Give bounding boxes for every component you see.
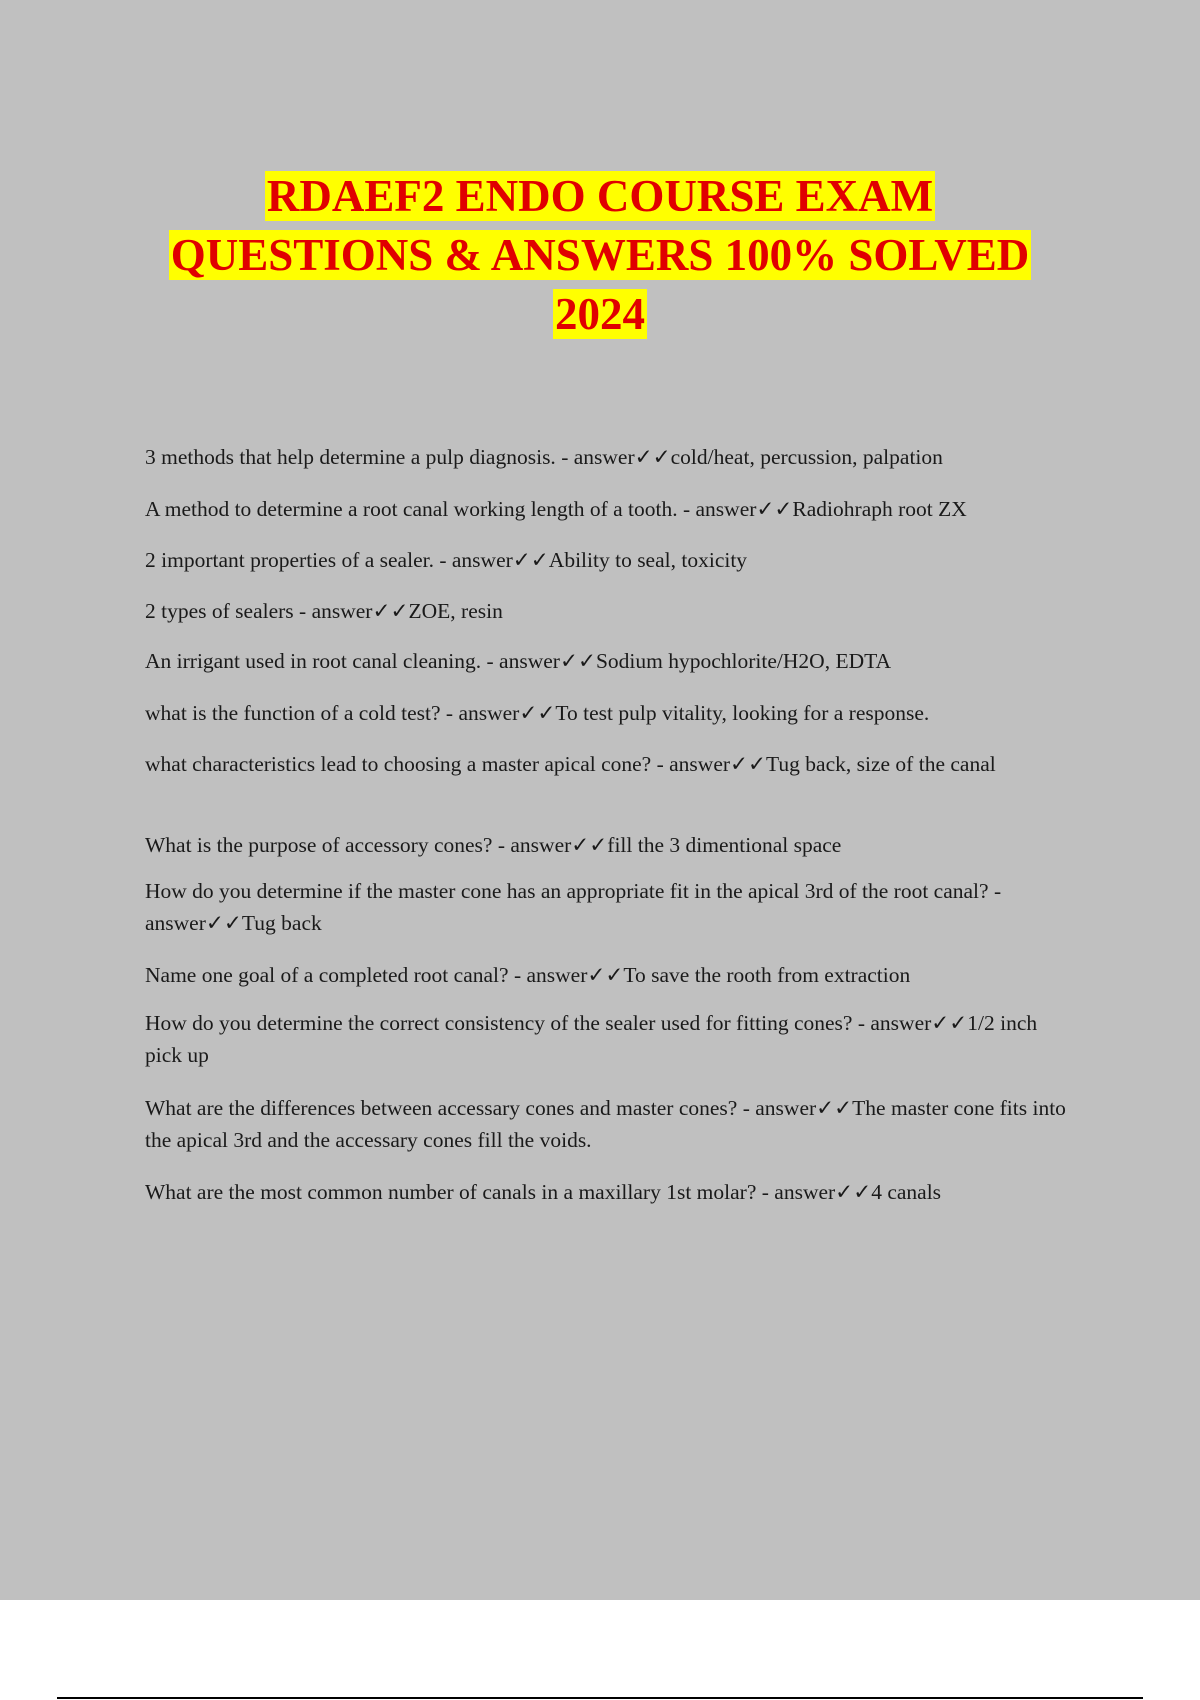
- qa-answer: To save the rooth from extraction: [623, 963, 911, 987]
- qa-answer: fill the 3 dimentional space: [607, 833, 842, 857]
- qa-item: [145, 645, 1075, 677]
- qa-question: A method to determine a root canal working length of a tooth.: [145, 497, 678, 521]
- qa-question: What is the purpose of accessory cones?: [145, 833, 493, 857]
- qa-answer-marker: - answer✓✓: [145, 879, 1002, 935]
- qa-answer: cold/heat, percussion, palpation: [670, 445, 943, 469]
- qa-answer-marker: - answer✓✓: [293, 599, 409, 623]
- qa-item: [145, 595, 1075, 627]
- qa-answer-marker: - answer✓✓: [737, 1096, 853, 1120]
- qa-question: An irrigant used in root canal cleaning.: [145, 649, 482, 673]
- qa-answer: The master cone fits into the apical 3rd and the accessary cones fill the voids.: [145, 1096, 1066, 1152]
- footer-rule: [57, 1697, 1143, 1699]
- qa-answer: ZOE, resin: [408, 599, 503, 623]
- qa-question: What are the differences between accessary cones and master cones?: [145, 1096, 738, 1120]
- qa-answer: 4 canals: [871, 1180, 942, 1204]
- qa-question: what characteristics lead to choosing a master apical cone?: [145, 752, 652, 776]
- title-line: [0, 285, 1200, 344]
- title-line-text: 2024: [555, 289, 645, 339]
- qa-answer: Radiohraph root ZX: [792, 497, 967, 521]
- qa-answer: 1/2 inch pick up: [145, 1011, 1038, 1067]
- qa-answer: Ability to seal, toxicity: [548, 548, 748, 572]
- document-title: [0, 167, 1200, 344]
- qa-answer-marker: - answer✓✓: [677, 497, 793, 521]
- qa-question: How do you determine if the master cone has an appropriate fit in the apical 3rd of the root canal?: [145, 879, 989, 903]
- qa-item: [145, 1092, 1075, 1156]
- title-line: [0, 226, 1200, 285]
- qa-question: 2 types of sealers: [145, 599, 294, 623]
- title-line-text: RDAEF2 ENDO COURSE EXAM: [266, 171, 934, 221]
- qa-answer-marker: - answer✓✓: [440, 701, 556, 725]
- qa-item: [145, 697, 1075, 729]
- qa-item: [145, 748, 1075, 780]
- qa-answer-marker: - answer✓✓: [651, 752, 767, 776]
- qa-question: what is the function of a cold test?: [145, 701, 441, 725]
- qa-item: [145, 1176, 1075, 1208]
- qa-item: [145, 493, 1075, 525]
- qa-answer: To test pulp vitality, looking for a response.: [555, 701, 930, 725]
- title-line: [0, 167, 1200, 226]
- qa-item: [145, 829, 1075, 861]
- qa-answer: Tug back, size of the canal: [766, 752, 996, 776]
- qa-item: [145, 1007, 1075, 1071]
- title-line-text: QUESTIONS & ANSWERS 100% SOLVED: [170, 230, 1030, 280]
- qa-item: [145, 544, 1075, 576]
- qa-answer-marker: - answer✓✓: [756, 1180, 872, 1204]
- qa-item: [145, 959, 1075, 991]
- qa-answer-marker: - answer✓✓: [492, 833, 608, 857]
- qa-item: [145, 441, 1075, 473]
- qa-question: Name one goal of a completed root canal?: [145, 963, 509, 987]
- qa-answer: Tug back: [241, 911, 322, 935]
- qa-item: [145, 875, 1075, 939]
- qa-answer-marker: - answer✓✓: [555, 445, 671, 469]
- qa-question: 2 important properties of a sealer.: [145, 548, 434, 572]
- qa-question: How do you determine the correct consistency of the sealer used for fitting cones?: [145, 1011, 853, 1035]
- qa-answer-marker: - answer✓✓: [508, 963, 624, 987]
- qa-question: What are the most common number of canals in a maxillary 1st molar?: [145, 1180, 757, 1204]
- qa-answer-marker: - answer✓✓: [433, 548, 549, 572]
- qa-answer: Sodium hypochlorite/H2O, EDTA: [595, 649, 892, 673]
- qa-question: 3 methods that help determine a pulp diagnosis.: [145, 445, 556, 469]
- qa-answer-marker: - answer✓✓: [852, 1011, 968, 1035]
- qa-answer-marker: - answer✓✓: [481, 649, 596, 673]
